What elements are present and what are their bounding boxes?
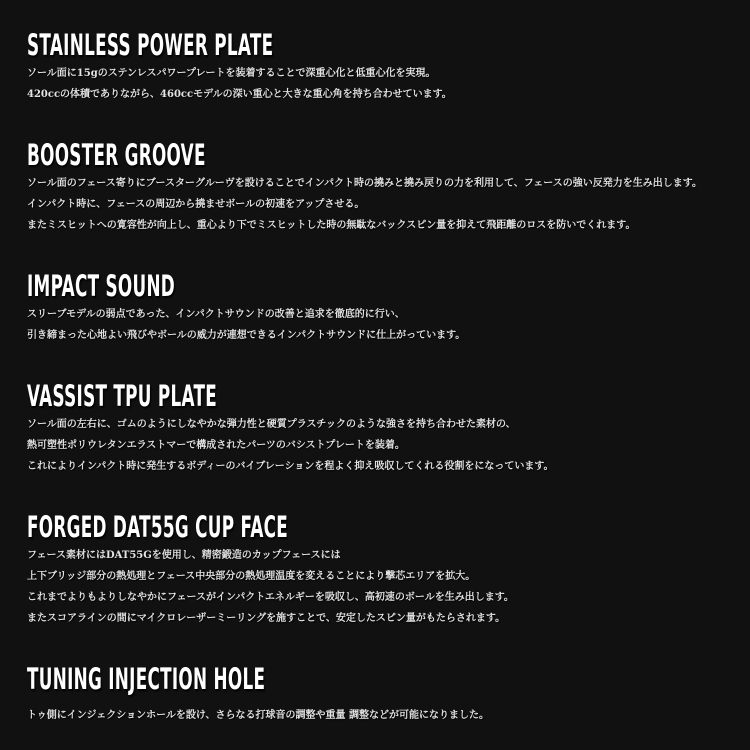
- section-heading-tuning-injection-hole: TUNING INJECTION HOLE: [27, 662, 266, 696]
- body-line: 熱可塑性ポリウレタンエラストマーで構成されたパーツのバシストプレートを装着。: [27, 440, 405, 451]
- section-heading-stainless-power-plate: STAINLESS POWER PLATE: [27, 28, 274, 62]
- feature-section-impact-sound: [27, 269, 730, 346]
- body-line: 引き締まった心地よい飛びやボールの威力が連想できるインパクトサウンドに仕上がっています。: [27, 330, 466, 341]
- feature-section-booster-groove: [27, 138, 730, 236]
- feature-section-vassist-tpu-plate: [27, 379, 730, 477]
- section-heading-forged-dat55g-cup-face: FORGED DAT55G CUP FACE: [27, 510, 289, 544]
- section-body: [27, 705, 730, 726]
- body-line: インパクト時に、フェースの周辺から撓ませボールの初速をアップさせる。: [27, 199, 365, 210]
- feature-section-stainless-power-plate: [27, 28, 730, 105]
- body-line: トゥ側にインジェクションホールを設け、さらなる打球音の調整や重量 調整などが可能になりました。: [27, 710, 489, 721]
- body-line: 420ccの体積でありながら、460ccモデルの深い重心と大きな重心角を持ち合わせています。: [27, 89, 452, 100]
- section-heading-vassist-tpu-plate: VASSIST TPU PLATE: [27, 379, 218, 413]
- section-body: [27, 545, 730, 629]
- section-heading-impact-sound: IMPACT SOUND: [27, 269, 176, 303]
- feature-section-forged-dat55g-cup-face: [27, 510, 730, 629]
- section-body: [27, 63, 730, 105]
- section-body: [27, 414, 730, 477]
- body-line: これまでよりもよりしなやかにフェースがインパクトエネルギーを吸収し、高初速のボールを生み出します。: [27, 592, 514, 603]
- body-line: ソール面のフェース寄りにブースターグルーヴを設けることでインパクト時の撓みと撓み戻りの力を利用して、フェースの強い反発力を生み出します。: [27, 178, 702, 189]
- body-line: フェース素材にはDAT55Gを使用し、精密鍛造のカップフェースには: [27, 550, 341, 561]
- body-line: ソール面に15gのステンレスパワープレートを装着することで深重心化と低重心化を実現。: [27, 68, 436, 79]
- body-line: またミスヒットへの寛容性が向上し、重心より下でミスヒットした時の無駄なバックスピン量を抑えて飛距離のロスを防いでくれます。: [27, 220, 636, 231]
- body-line: 上下ブリッジ部分の熱処理とフェース中央部分の熱処理温度を変えることにより撃芯エリアを拡大。: [27, 571, 476, 582]
- section-body: [27, 173, 730, 236]
- body-line: ソール面の左右に、ゴムのようにしなやかな弾力性と硬質プラスチックのような強さを持ち合わせた素材の、: [27, 419, 516, 430]
- body-line: スリーブモデルの弱点であった、インパクトサウンドの改善と追求を徹底的に行い、: [27, 309, 405, 320]
- body-line: これによりインパクト時に発生するボディーのバイブレーションを程よく抑え吸収してくれる役割をになっています。: [27, 461, 554, 472]
- section-body: [27, 304, 730, 346]
- body-line: またスコアラインの間にマイクロレーザーミーリングを施すことで、安定したスピン量がもたらされます。: [27, 613, 506, 624]
- section-heading-booster-groove: BOOSTER GROOVE: [27, 138, 206, 172]
- feature-section-tuning-injection-hole: [27, 662, 730, 726]
